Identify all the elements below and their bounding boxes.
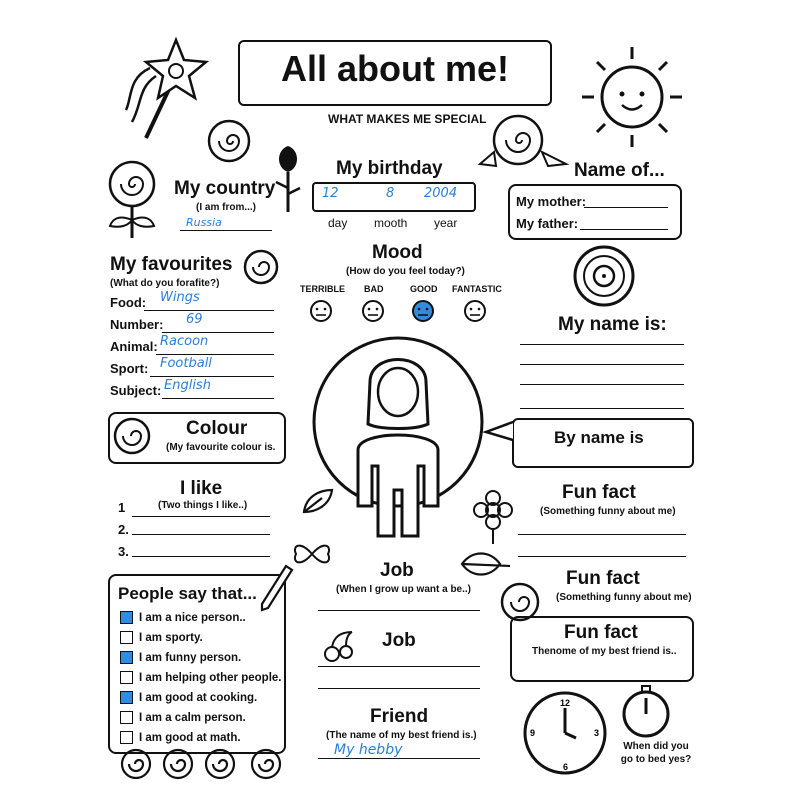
people-say-item[interactable] (120, 688, 280, 708)
i-like-number: 1 (118, 500, 126, 515)
favourite-line (156, 354, 274, 355)
people-say-list (120, 608, 280, 748)
svg-text:3: 3 (594, 728, 600, 738)
people-say-item[interactable] (120, 668, 280, 688)
country-value[interactable]: Russia (186, 216, 222, 229)
fun-fact-1-heading: Fun fact (562, 482, 636, 503)
favourite-line (144, 310, 274, 311)
people-say-text: I am a calm person. (139, 712, 246, 724)
friend-heading: Friend (370, 706, 429, 727)
people-say-text: I am funny person. (139, 652, 242, 664)
favourite-value[interactable]: English (164, 378, 211, 393)
name-of-box (508, 184, 682, 240)
father-line[interactable] (580, 229, 668, 230)
colour-heading: Colour (186, 418, 248, 439)
job-1-hint: (When I grow up want a be..) (336, 584, 471, 595)
my-name-line[interactable] (520, 344, 684, 345)
rose-icon (206, 118, 252, 164)
job-2-line[interactable] (318, 666, 480, 667)
sun-icon (580, 42, 690, 152)
people-say-item[interactable] (120, 608, 280, 628)
fun-fact-2-hint: (Something funny about me) (556, 592, 692, 603)
checkbox[interactable] (120, 611, 133, 624)
birthday-month-label: mooth (374, 216, 408, 230)
job-2-line[interactable] (318, 688, 480, 689)
butterfly-flower-icon (290, 536, 336, 572)
birthday-day-value[interactable]: 12 (322, 186, 339, 201)
job-2-heading: Job (382, 630, 416, 651)
favourite-label: Sport: (110, 361, 149, 376)
birthday-day-label: day (328, 216, 348, 230)
mood-option-fantastic: FANTASTIC (452, 284, 502, 294)
magic-wand-icon (118, 38, 213, 148)
favourite-value[interactable]: 69 (186, 312, 203, 327)
i-like-line[interactable] (132, 516, 270, 517)
svg-text:6: 6 (563, 762, 569, 772)
i-like-number: 3. (118, 544, 129, 559)
page-subtitle: WHAT MAKES ME SPECIAL (328, 112, 487, 126)
i-like-line[interactable] (132, 534, 270, 535)
fun-fact-1-line[interactable] (518, 556, 686, 557)
mood-option-terrible: TERRIBLE (300, 284, 345, 294)
my-name-heading: My name is: (558, 314, 667, 335)
checkbox[interactable] (120, 731, 133, 744)
checkbox[interactable] (120, 671, 133, 684)
i-like-heading: I like (180, 478, 223, 499)
mood-heading: Mood (372, 242, 423, 263)
fantastic-face-icon[interactable] (465, 301, 485, 321)
people-say-item[interactable] (120, 728, 280, 748)
i-like-hint: (Two things I like..) (158, 500, 248, 511)
cherry-icon (322, 628, 358, 664)
my-name-line[interactable] (520, 364, 684, 365)
mother-label: My mother: (516, 194, 587, 209)
people-say-item[interactable] (120, 648, 280, 668)
checkbox[interactable] (120, 691, 133, 704)
people-say-text: I am good at cooking. (139, 692, 258, 704)
people-say-text: I am good at math. (139, 732, 241, 744)
job-1-heading: Job (380, 560, 414, 581)
birthday-year-value[interactable]: 2004 (424, 186, 458, 201)
favourite-line (162, 398, 274, 399)
checkbox[interactable] (120, 651, 133, 664)
people-say-heading: People say that... (118, 584, 257, 603)
favourite-label: Number: (110, 317, 164, 332)
mood-faces (300, 298, 500, 328)
mother-line[interactable] (584, 207, 668, 208)
favourite-value[interactable]: Racoon (160, 334, 209, 349)
speech-tail (484, 420, 514, 444)
people-say-text: I am helping other people. (139, 672, 282, 684)
country-line (180, 230, 272, 231)
mood-hint: (How do you feel today?) (346, 266, 465, 277)
rose-row-icon (116, 746, 296, 782)
country-hint: (I am from...) (196, 202, 257, 213)
birthday-heading: My birthday (336, 158, 443, 179)
favourite-label: Food: (110, 295, 147, 310)
favourites-list (110, 290, 280, 404)
fun-fact-3-heading: Fun fact (564, 622, 638, 643)
favourite-label: Subject: (110, 383, 162, 398)
checkbox[interactable] (120, 631, 133, 644)
rose-with-stem-icon (102, 158, 162, 240)
birthday-year-label: year (434, 216, 458, 230)
favourites-heading: My favourites (110, 254, 233, 275)
flower-icon (470, 490, 516, 546)
people-say-item[interactable] (120, 628, 280, 648)
svg-text:12: 12 (560, 698, 571, 708)
mood-option-good: GOOD (410, 284, 438, 294)
name-of-heading: Name of... (574, 160, 665, 181)
checkbox[interactable] (120, 711, 133, 724)
page-title: All about me! (280, 48, 509, 89)
wall-clock-icon (522, 690, 608, 776)
friend-value[interactable]: My hebby (334, 742, 403, 758)
pencil-icon (258, 564, 294, 614)
rose-bud-icon (270, 142, 306, 214)
favourite-label: Animal: (110, 339, 158, 354)
colour-hint: (My favourite colour is. (166, 442, 276, 453)
rose-bouquet-icon (478, 112, 570, 172)
rose-icon (112, 416, 152, 456)
svg-text:9: 9 (530, 728, 536, 738)
leaf-icon (458, 548, 514, 582)
leaf-icon (300, 486, 336, 516)
fun-fact-1-line[interactable] (518, 534, 686, 535)
bad-face-icon[interactable] (363, 301, 383, 321)
job-1-line[interactable] (318, 610, 480, 611)
my-name-line[interactable] (520, 408, 684, 409)
my-name-line[interactable] (520, 384, 684, 385)
fun-fact-3-hint: Thenome of my best friend is.. (532, 646, 677, 657)
country-heading: My country (174, 178, 276, 199)
friend-hint: (The name of my best friend is.) (326, 730, 477, 741)
fun-fact-2-heading: Fun fact (566, 568, 640, 589)
i-like-number: 2. (118, 522, 129, 537)
friend-line (318, 758, 480, 759)
favourites-hint: (What do you forafite?) (110, 278, 220, 289)
people-say-text: I am a nice person.. (139, 612, 246, 624)
favourite-value[interactable]: Football (160, 356, 212, 371)
i-like-line[interactable] (132, 556, 270, 557)
rose-icon (242, 248, 280, 286)
father-label: My father: (516, 216, 579, 231)
vinyl-record-icon (572, 244, 636, 308)
favourite-row (110, 378, 280, 404)
favourite-line (150, 376, 274, 377)
good-face-icon[interactable] (413, 301, 433, 321)
terrible-face-icon[interactable] (311, 301, 331, 321)
people-say-item[interactable] (120, 708, 280, 728)
birthday-month-value[interactable]: 8 (386, 186, 395, 201)
favourite-value[interactable]: Wings (160, 290, 200, 305)
by-name-heading: By name is (554, 428, 644, 447)
alarm-clock-icon (620, 684, 672, 740)
people-say-text: I am sporty. (139, 632, 203, 644)
favourite-line (162, 332, 274, 333)
fun-fact-1-hint: (Something funny about me) (540, 506, 676, 517)
bedtime-question: When did you go to bed yes? (620, 741, 692, 765)
mood-option-bad: BAD (364, 284, 384, 294)
